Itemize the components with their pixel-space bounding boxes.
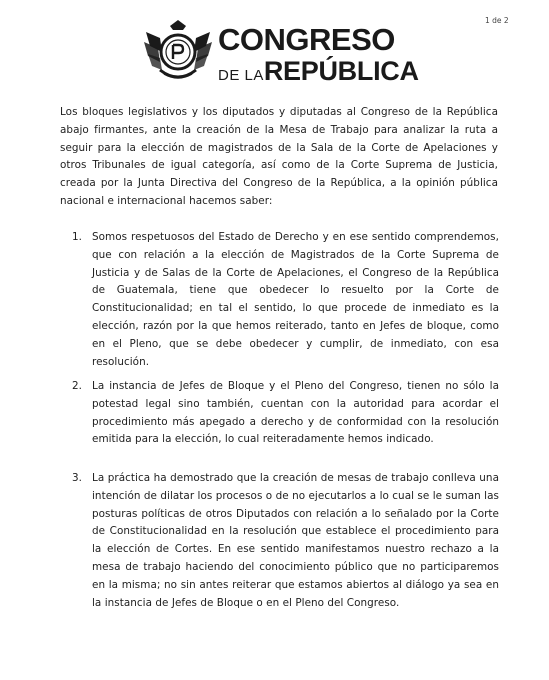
intro-paragraph: Los bloques legislativos y los diputados y diputadas al Congreso de la República abajo firmantes, ante la creación de la Mesa de Trabajo para analizar la ruta a seguir para la elección de magistrados de la Sala de la Corte de Apelaciones y otros Tribunales de igual categoría, así como de la Corte Suprema de Justicia, creada por la Junta Directiva del Congreso de la República, a la opinión pública nacional e internacional hacemos saber: bbox=[60, 106, 498, 207]
list-item-text: La práctica ha demostrado que la creación de mesas de trabajo conlleva una intención de dilatar los procesos o de no ejecutarlos a lo cual se le suman las posturas políticas de otros Diputados con relación a lo señalado por la Corte de Constitucionalidad en la resolución que establece el procedimiento para la elección de Cortes. En ese sentido manifestamos nuestro rechazo a la mesa de trabajo haciendo del conocimiento público que no participaremos en la misma; no sin antes reiterar que estamos abiertos al diálogo ya sea en la instancia de Jefes de Bloque o en el Pleno del Congreso. bbox=[92, 472, 499, 609]
list-item-text: Somos respetuosos del Estado de Derecho y en ese sentido comprendemos, que con relación a la elección de Magistrados de la Corte Suprema de Justicia y de Salas de la Corte de Apelaciones, el Congreso de la República de Guatemala, tiene que obedecer lo resuelto por la Corte de Constitucionalidad; en tal el sentido, lo que procede de inmediato es la elección, razón por la que hemos reiterado, tanto en Jefes de bloque, como en el Pleno, que se debe obedecer y cumplir, de inmediato, con esa resolución. bbox=[92, 231, 499, 368]
brand-title: CONGRESO bbox=[218, 22, 395, 57]
brand-subtitle bbox=[218, 58, 419, 85]
list-item-number: 3. bbox=[72, 472, 83, 484]
page-indicator: 1 de 2 bbox=[485, 16, 509, 25]
list-item-number: 2. bbox=[72, 380, 83, 392]
congress-emblem-icon bbox=[140, 18, 216, 88]
list-item-number: 1. bbox=[72, 231, 83, 243]
letterhead-logo bbox=[140, 18, 440, 88]
brand-prefix: DE LA bbox=[218, 67, 264, 84]
list-item-text: La instancia de Jefes de Bloque y el Pleno del Congreso, tienen no sólo la potestad legal sino también, cuentan con la autoridad para acordar el procedimiento más apegado a derecho y de conformidad con la resolución emitida para la elección, lo cual reiteradamente hemos indicado. bbox=[92, 380, 499, 446]
brand-suffix: REPÚBLICA bbox=[263, 56, 419, 86]
